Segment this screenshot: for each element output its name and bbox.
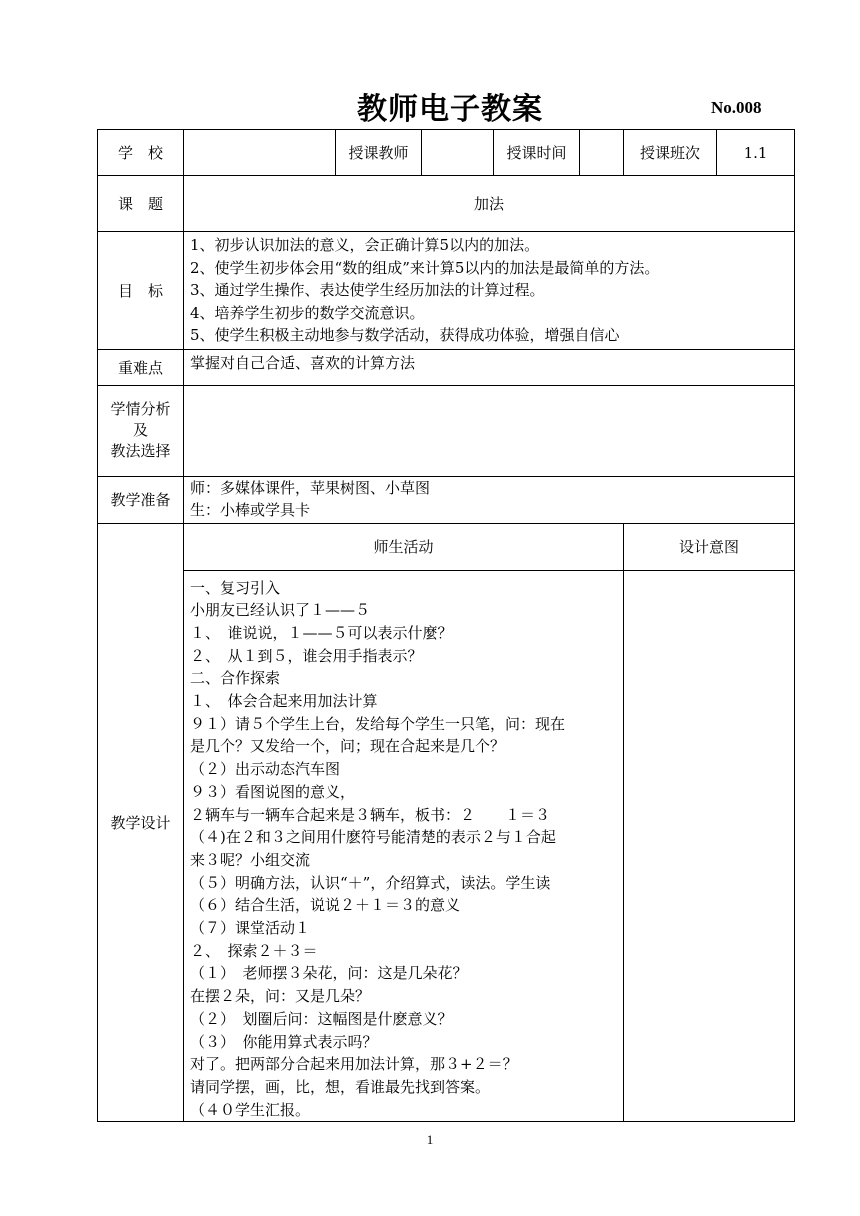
teacher-value — [422, 130, 494, 176]
design-line: （１） 老师摆３朵花，问：这是几朵花？ — [190, 964, 468, 983]
time-label: 授课时间 — [494, 130, 580, 176]
goals-label: 目 标 — [98, 232, 184, 350]
key-points-content: 掌握对自己合适、喜欢的计算方法 — [184, 349, 795, 385]
teacher-student-activities — [184, 570, 624, 1122]
goal-item: 1、初步认识加法的意义，会正确计算5以内的加法。 — [190, 236, 540, 254]
design-body-row — [98, 570, 795, 1122]
design-line: 在摆２朵，问：又是几朵？ — [190, 987, 371, 1006]
lesson-plan-table — [97, 129, 795, 1122]
design-line: ２辆车与一辆车合起来是３辆车，板书：２ １＝３ — [190, 805, 551, 824]
key-points-label: 重难点 — [98, 349, 184, 385]
design-line: ２、 从１到５，谁会用手指表示？ — [190, 646, 423, 665]
prep-label: 教学准备 — [98, 476, 184, 523]
goal-item: 2、使学生初步体会用“数的组成”来计算5以内的加法是最简单的方法。 — [190, 258, 660, 277]
design-line: （４)在２和３之间用什麽符号能清楚的表示２与１合起 — [190, 828, 556, 847]
prep-content — [184, 476, 795, 523]
prep-item: 生：小棒或学具卡 — [190, 500, 311, 519]
design-line: （２）出示动态汽车图 — [190, 760, 341, 779]
design-line: １、 谁说说，１——５可以表示什麼？ — [190, 623, 453, 642]
design-line: 是几个？又发给一个，问；现在合起来是几个？ — [190, 737, 506, 756]
design-line: （３） 你能用算式表示吗？ — [190, 1032, 378, 1051]
design-line: 来３呢？小组交流 — [190, 850, 311, 869]
page-title: 教师电子教案 — [357, 92, 543, 127]
topic-value: 加法 — [184, 176, 795, 232]
design-line: 一、复习引入 — [190, 578, 281, 597]
school-value — [184, 130, 336, 176]
analysis-label: 学情分析 及 教法选择 — [98, 385, 184, 476]
design-line: （２） 划圈后问：这幅图是什麽意义？ — [190, 1009, 453, 1028]
prep-item: 师：多媒体课件，苹果树图、小草图 — [190, 478, 431, 497]
goal-item: 4、培养学生初步的数学交流意识。 — [190, 303, 425, 322]
design-line: （５）明确方法，认识“＋”，介绍算式，读法。学生读 — [190, 873, 551, 892]
intent-header: 设计意图 — [624, 523, 795, 570]
design-line: 小朋友已经认识了１——５ — [190, 601, 371, 620]
key-points-row — [98, 349, 795, 385]
school-label: 学 校 — [98, 130, 184, 176]
design-line: （４０学生汇报。 — [190, 1100, 311, 1119]
teacher-label: 授课教师 — [336, 130, 422, 176]
topic-label: 课 题 — [98, 176, 184, 232]
page-number: 1 — [426, 1132, 434, 1147]
class-label: 授课班次 — [624, 130, 717, 176]
design-line: 请同学摆，画，比，想，看谁最先找到答案。 — [190, 1077, 491, 1096]
design-line: １、 体会合起来用加法计算 — [190, 692, 378, 711]
goal-item: 5、使学生积极主动地参与数学活动，获得成功体验，增强自信心 — [190, 326, 620, 344]
time-value — [580, 130, 624, 176]
goal-item: 3、通过学生操作、表达使学生经历加法的计算过程。 — [190, 281, 545, 299]
design-intent — [624, 570, 795, 1122]
goals-row — [98, 232, 795, 350]
document-number: No.008 — [711, 98, 762, 117]
prep-row — [98, 476, 795, 523]
topic-row — [98, 176, 795, 232]
analysis-content — [184, 385, 795, 476]
design-line: （６）结合生活，说说２＋１＝３的意义 — [190, 896, 461, 915]
design-line: ９１）请５个学生上台，发给每个学生一只笔，问：现在 — [190, 714, 566, 733]
info-row — [98, 130, 795, 176]
activity-header: 师生活动 — [184, 523, 624, 570]
design-header-row — [98, 523, 795, 570]
design-line: ２、 探索２＋３＝ — [190, 941, 318, 960]
design-label: 教学设计 — [98, 523, 184, 1122]
design-line: 二、合作探索 — [190, 669, 281, 688]
design-line: 对了。把两部分合起来用加法计算，那３+２＝？ — [190, 1055, 518, 1074]
design-line: ９３）看图说图的意义， — [190, 782, 356, 801]
goals-content — [184, 232, 795, 350]
design-line: （７）课堂活动１ — [190, 919, 311, 938]
class-value: 1.1 — [717, 130, 795, 176]
analysis-row — [98, 385, 795, 476]
